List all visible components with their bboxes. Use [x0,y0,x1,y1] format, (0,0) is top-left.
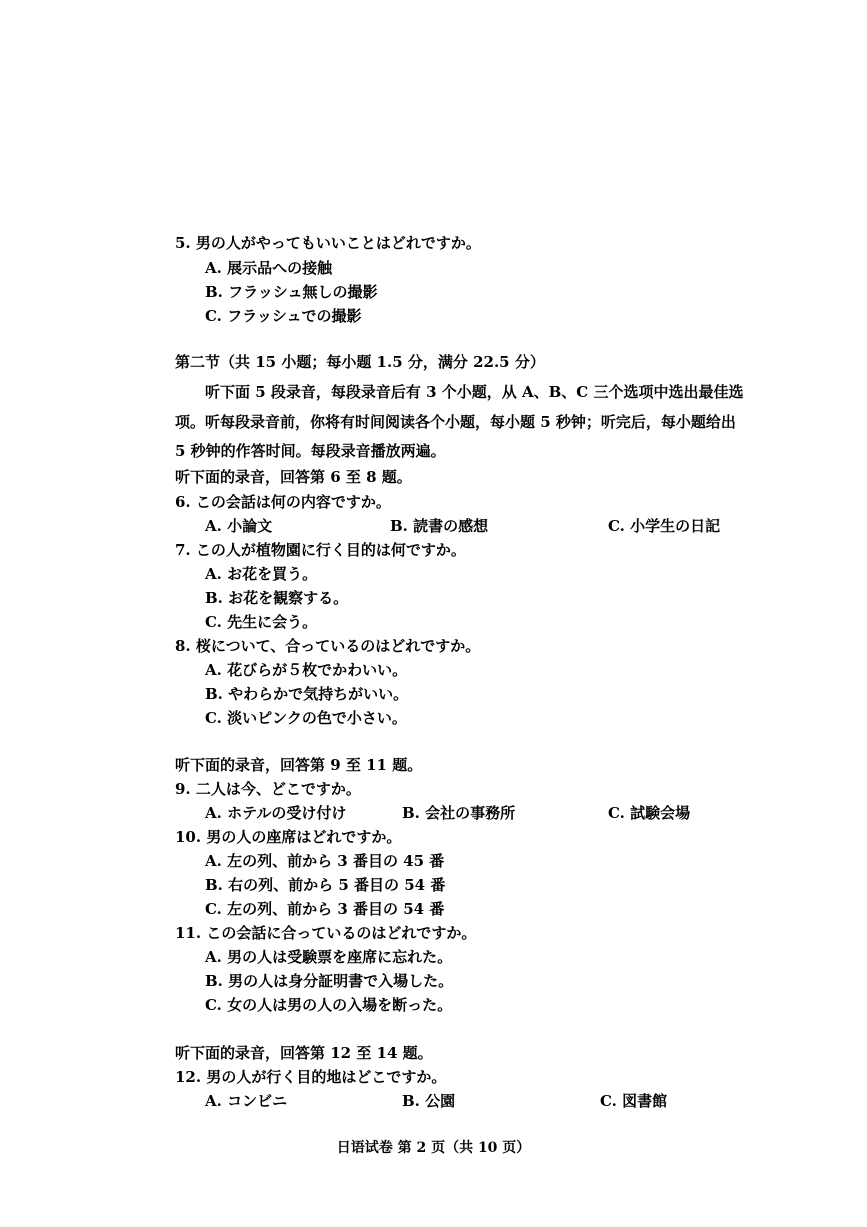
question-10-option-c: C. 左の列、前から 3 番目の 54 番 [205,900,445,918]
question-10-option-a: A. 左の列、前から 3 番目の 45 番 [205,852,445,870]
question-5-option-b: B. フラッシュ無しの撮影 [205,283,378,301]
group-2-intro: 听下面的录音，回答第 9 至 11 题。 [175,756,423,774]
question-8-option-c: C. 淡いピンクの色で小さい。 [205,709,407,727]
section-2-instructions-line-2: 项。听每段录音前，你将有时间阅读各个小题，每小题 5 秒钟；听完后，每小题给出 [175,413,736,431]
question-9-stem: 9. 二人は今、どこですか。 [175,780,361,798]
question-8-option-a: A. 花びらが５枚でかわいい。 [205,661,408,679]
question-6-option-b: B. 読書の感想 [390,517,489,535]
question-7-stem: 7. この人が植物園に行く目的は何ですか。 [175,541,466,559]
question-11-stem: 11. この会話に合っているのはどれですか。 [175,924,477,942]
question-10-stem: 10. 男の人の座席はどれですか。 [175,828,402,846]
question-8-stem: 8. 桜について、合っているのはどれですか。 [175,637,481,655]
question-12-stem: 12. 男の人が行く目的地はどこですか。 [175,1068,447,1086]
question-9-option-a: A. ホテルの受け付け [205,804,347,822]
section-2-instructions-line-1: 听下面 5 段录音，每段录音后有 3 个小题，从 A、B、C 三个选项中选出最佳选 [205,383,744,401]
question-10-option-b: B. 右の列、前から 5 番目の 54 番 [205,876,446,894]
question-12-option-c: C. 図書館 [600,1092,668,1110]
question-11-option-b: B. 男の人は身分証明書で入場した。 [205,972,454,990]
question-9-option-c: C. 試験会場 [608,804,691,822]
question-5-stem: 5. 男の人がやってもいいことはどれですか。 [175,234,481,252]
question-12-option-a: A. コンビニ [205,1092,288,1110]
question-7-option-a: A. お花を買う。 [205,565,318,583]
section-2-title: 第二节（共 15 小题；每小题 1.5 分，满分 22.5 分） [175,353,545,371]
section-2-instructions-line-3: 5 秒钟的作答时间。每段录音播放两遍。 [175,442,446,460]
question-11-option-c: C. 女の人は男の人の入場を断った。 [205,996,453,1014]
question-6-option-c: C. 小学生の日記 [608,517,721,535]
question-9-option-b: B. 会社の事務所 [402,804,516,822]
question-7-option-b: B. お花を観察する。 [205,589,349,607]
question-8-option-b: B. やわらかで気持ちがいい。 [205,685,409,703]
page-footer: 日语试卷 第 2 页（共 10 页） [336,1140,531,1156]
question-12-option-b: B. 公園 [402,1092,456,1110]
group-1-intro: 听下面的录音，回答第 6 至 8 题。 [175,468,412,486]
question-7-option-c: C. 先生に会う。 [205,613,318,631]
question-5-option-a: A. 展示品への接触 [205,259,333,277]
question-6-option-a: A. 小論文 [205,517,273,535]
question-6-stem: 6. この会話は何の内容ですか。 [175,493,391,511]
question-5-option-c: C. フラッシュでの撮影 [205,307,362,325]
question-11-option-a: A. 男の人は受験票を座席に忘れた。 [205,948,453,966]
group-3-intro: 听下面的录音，回答第 12 至 14 题。 [175,1044,433,1062]
